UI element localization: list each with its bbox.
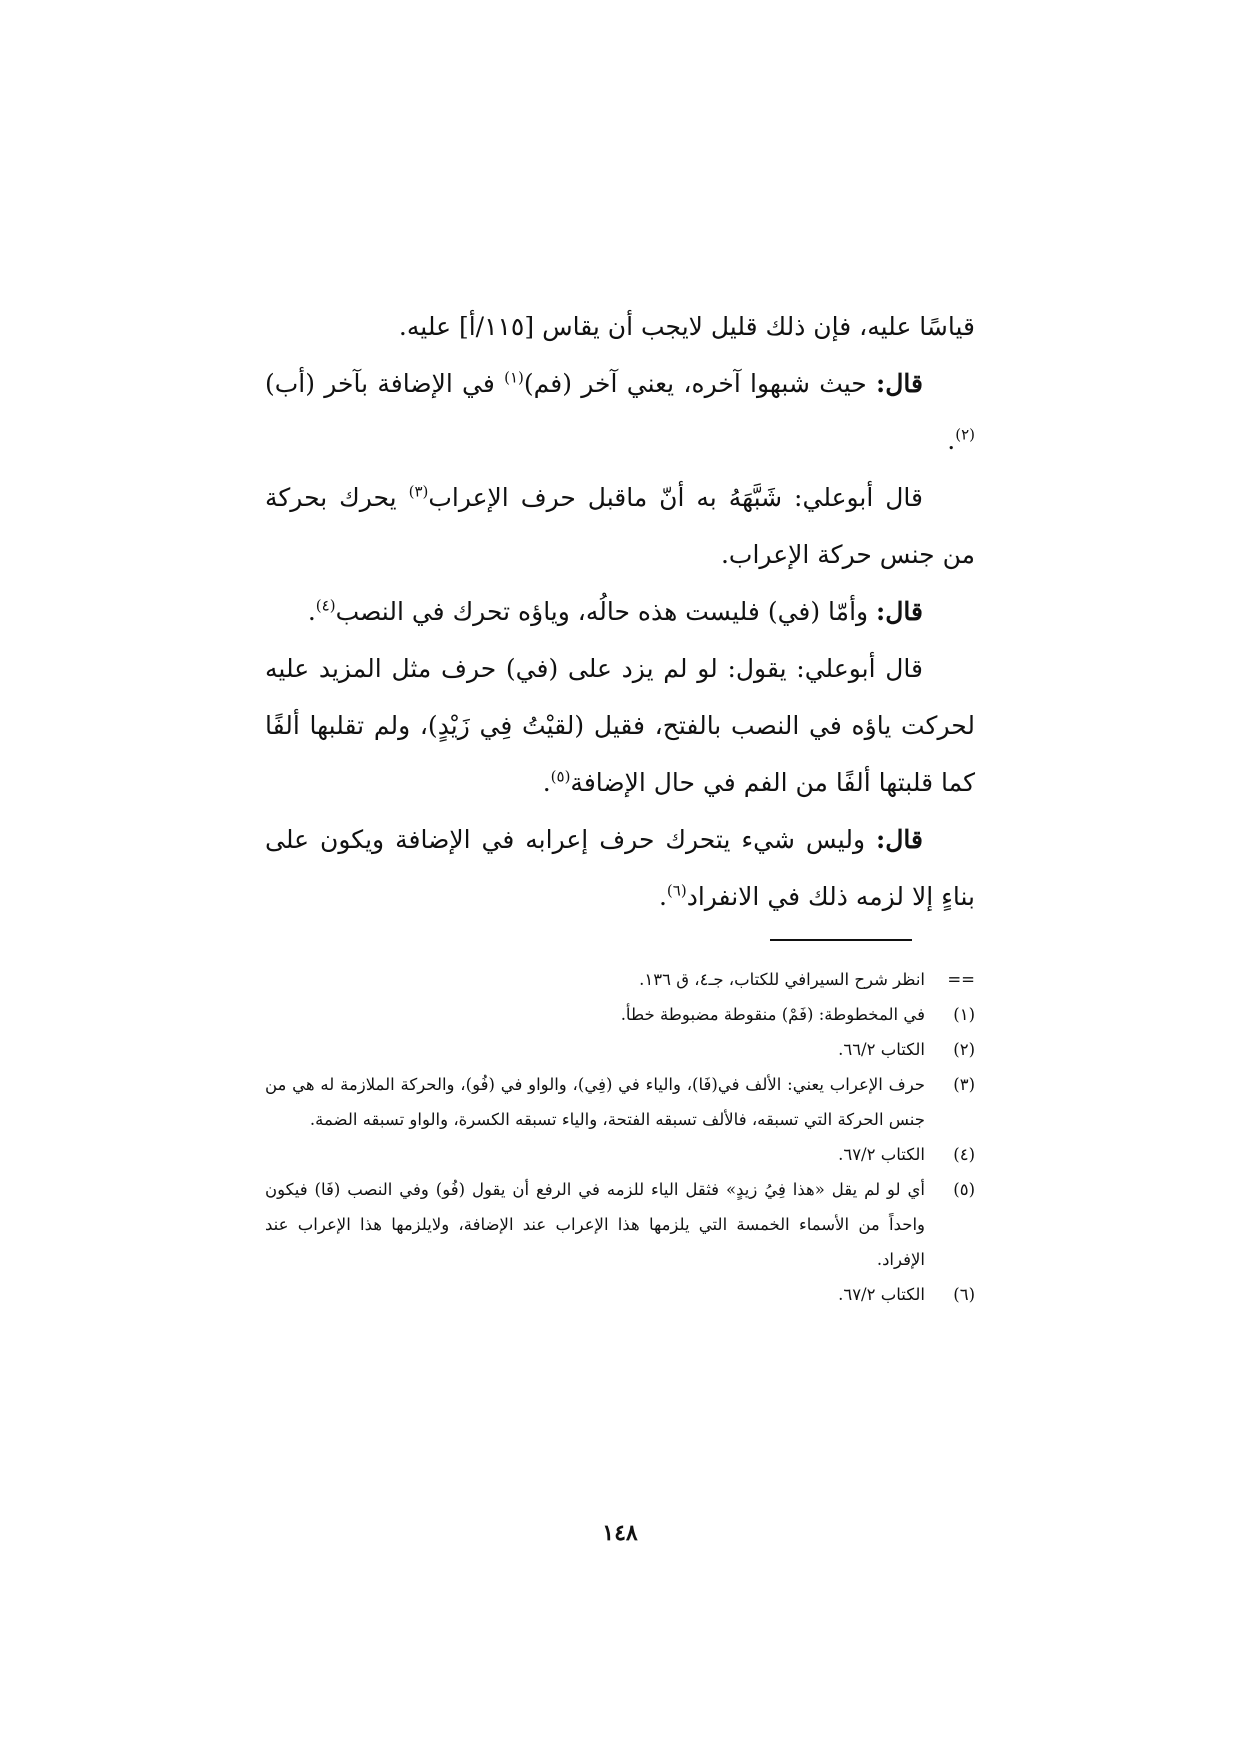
footnote-continuation [265, 962, 975, 997]
paragraph-5 [265, 640, 975, 811]
footnote-ref-1: (١) [504, 368, 524, 387]
footnote-divider [770, 939, 912, 941]
footnote-text: انظر شرح السيرافي للكتاب، جـ٤، ق ١٣٦. [639, 970, 925, 989]
speaker-label: قال: [876, 369, 923, 398]
footnote-number: (٦) [953, 1285, 975, 1304]
footnote-ref-2: (٢) [955, 425, 975, 444]
paragraph-1-text: قياسًا عليه، فإن ذلك قليل لايجب أن يقاس [١١٥/أ] عليه. [398, 312, 975, 341]
footnote-1 [265, 997, 975, 1032]
footnote-6 [265, 1277, 975, 1312]
footnote-5 [265, 1172, 975, 1277]
footnote-ref-6: (٦) [666, 881, 687, 900]
paragraph-3 [265, 469, 975, 583]
footnote-text: في المخطوطة: (فَمْ) منقوطة مضبوطة خطأ. [620, 1005, 925, 1024]
footnote-text: أي لو لم يقل «هذا فِيُ زيدٍ» فثقل الياء للزمه في الرفع أن يقول (فُو) وفي النصب (فَا) فيكون واحداً من الأسماء الخمسة التي يلزمها هذا الإعراب عند الإضافة، ولايلزمها هذا الإعراب عند الإفراد. [265, 1180, 925, 1269]
paragraph-4-text-a: وأمّا (في) فليست هذه حالُه، وياؤه تحرك في النصب [335, 597, 877, 626]
footnote-3 [265, 1067, 975, 1137]
footnote-marker: == [947, 970, 975, 989]
footnote-text: الكتاب ٦٦/٢. [838, 1040, 925, 1059]
paragraph-6-text-a: وليس شيء يتحرك حرف إعرابه في الإضافة ويكون على بناءٍ إلا لزمه ذلك في الانفراد [265, 825, 975, 911]
footnote-ref-3: (٣) [408, 482, 429, 501]
footnote-4 [265, 1137, 975, 1172]
paragraph-2-text-c: . [947, 426, 956, 455]
paragraph-5-text-b: . [542, 768, 551, 797]
footnote-text: الكتاب ٦٧/٢. [838, 1145, 925, 1164]
footnote-ref-4: (٤) [315, 596, 336, 615]
footnote-2 [265, 1032, 975, 1067]
paragraph-2-text-a: حيث شبهوا آخره، يعني آخر (فم) [523, 369, 877, 398]
footnote-number: (١) [953, 1005, 975, 1024]
paragraph-4-text-b: . [307, 597, 316, 626]
page-number: ١٤٨ [602, 1520, 638, 1546]
paragraph-2 [265, 355, 975, 469]
footnote-number: (٣) [953, 1075, 975, 1094]
speaker-label: قال: [876, 825, 923, 854]
footnote-number: (٤) [953, 1145, 975, 1164]
footnotes [265, 962, 975, 1312]
main-text [265, 298, 975, 925]
paragraph-1 [265, 298, 975, 355]
paragraph-5-text-a: قال أبوعلي: يقول: لو لم يزد على (في) حرف مثل المزيد عليه لحركت ياؤه في النصب بالفتح، فقيل (لقيْتُ فِي زَيْدٍ)، ولم تقلبها ألفًا كما قلبتها ألفًا من الفم في حال الإضافة [265, 654, 975, 797]
paragraph-2-text-b: في الإضافة بآخر (أب) [265, 369, 505, 398]
footnote-number: (٥) [953, 1180, 975, 1199]
paragraph-3-text-a: قال أبوعلي: شَبَّهَهُ به أنّ ماقبل حرف الإعراب [428, 483, 923, 512]
paragraph-6-text-b: . [658, 882, 667, 911]
paragraph-4 [265, 583, 975, 640]
speaker-label: قال: [876, 597, 923, 626]
paragraph-3-text-b: يحرك بحركة من جنس حركة الإعراب. [265, 483, 975, 569]
footnote-text: حرف الإعراب يعني: الألف في(فَا)، والياء في (فِي)، والواو في (فُو)، والحركة الملازمة له هي من جنس الحركة التي تسبقه، فالألف تسبقه الفتحة، والياء تسبقه الكسرة، والواو تسبقه الضمة. [265, 1075, 925, 1129]
footnote-text: الكتاب ٦٧/٢. [838, 1285, 925, 1304]
footnote-number: (٢) [953, 1040, 975, 1059]
footnote-ref-5: (٥) [550, 767, 571, 786]
paragraph-6 [265, 811, 975, 925]
